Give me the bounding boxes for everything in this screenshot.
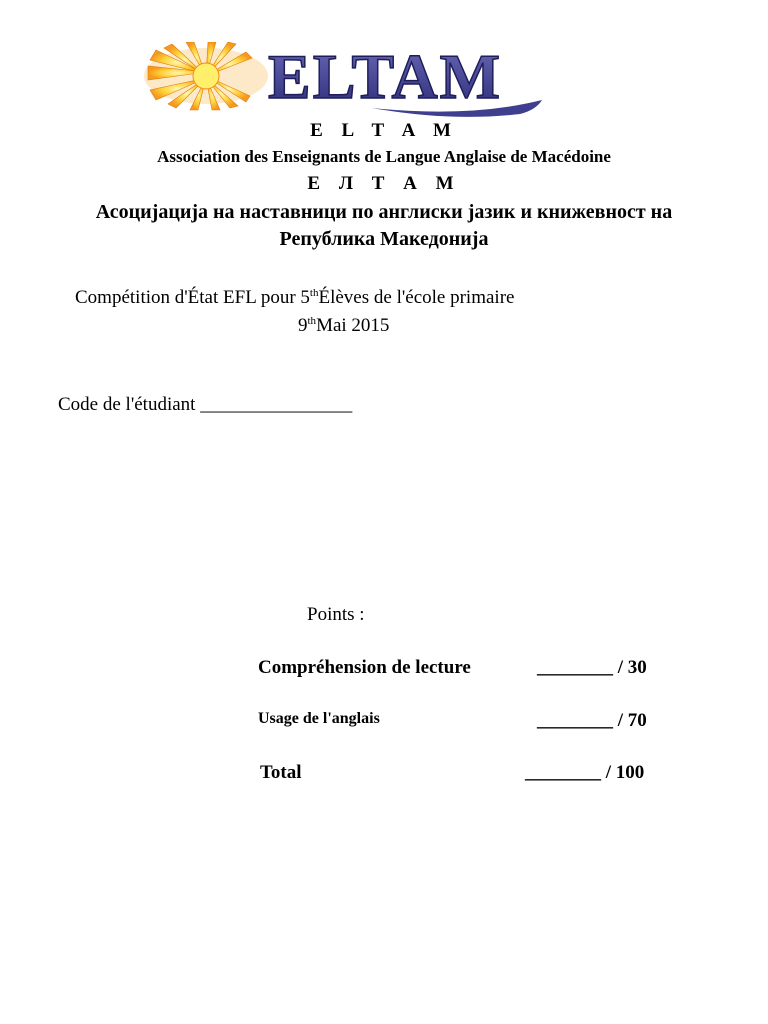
org-name-french: Association des Enseignants de Langue Anglaise de Macédoine bbox=[157, 147, 611, 166]
score-blank-usage[interactable]: ________ bbox=[537, 710, 613, 731]
competition-date bbox=[298, 315, 389, 337]
score-max-reading: / 30 bbox=[617, 657, 647, 678]
student-code-field[interactable]: ________________ bbox=[200, 394, 353, 415]
acronym-latin: E L T A M bbox=[310, 120, 458, 141]
competition-title bbox=[75, 287, 514, 309]
acronym-cyrillic: Е Л Т А М bbox=[307, 173, 461, 194]
eltam-logo bbox=[140, 42, 552, 118]
competition-date-rest: Mai 2015 bbox=[316, 315, 390, 336]
score-row-label-usage: Usage de l'anglais bbox=[258, 710, 380, 727]
student-code-label: Code de l'étudiant bbox=[58, 394, 196, 415]
points-heading: Points : bbox=[307, 604, 365, 625]
score-max-usage: / 70 bbox=[617, 710, 647, 731]
score-row-label-total: Total bbox=[260, 762, 302, 783]
competition-title-sup: th bbox=[309, 287, 319, 299]
score-row-value-total bbox=[525, 762, 644, 784]
score-blank-total[interactable]: ________ bbox=[525, 762, 601, 783]
competition-date-sup: th bbox=[307, 315, 317, 327]
competition-date-day: 9 bbox=[298, 315, 308, 336]
eltam-logo-graphic bbox=[140, 42, 552, 118]
score-max-total: / 100 bbox=[605, 762, 645, 783]
org-name-macedonian-line2: Република Македонија bbox=[279, 228, 489, 250]
competition-title-start: Compétition d'État EFL pour 5 bbox=[75, 287, 310, 308]
competition-title-end: Élèves de l'école primaire bbox=[318, 287, 515, 308]
logo-wordmark: ELTAM bbox=[268, 42, 503, 112]
student-code-row bbox=[58, 394, 352, 416]
score-row-value-reading bbox=[537, 657, 647, 679]
score-row-value-usage bbox=[537, 710, 647, 732]
sun-icon bbox=[144, 42, 268, 110]
score-blank-reading[interactable]: ________ bbox=[537, 657, 613, 678]
score-row-label-reading: Compréhension de lecture bbox=[258, 657, 471, 678]
org-name-macedonian-line1: Асоцијација на наставници по англиски јазик и книжевност на bbox=[95, 201, 673, 223]
